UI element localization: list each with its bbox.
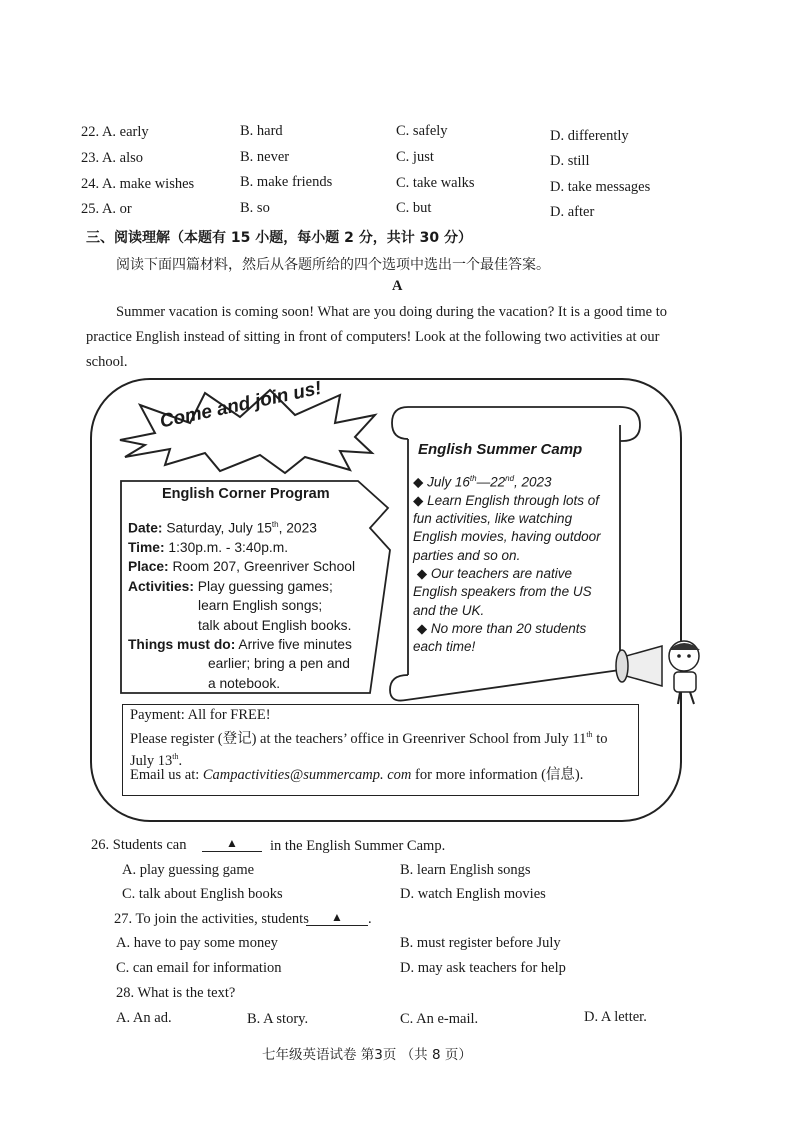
q26-stem: 26. Students can (91, 837, 187, 853)
q27-option-a: A. have to pay some money (116, 935, 278, 951)
email-address: Campactivities@summercamp. com (202, 767, 412, 783)
q22-option-d: D. differently (550, 128, 629, 144)
corner-date-row: Date: Saturday, July 15th, 2023 (128, 520, 317, 536)
q28-option-a: A. An ad. (116, 1010, 172, 1026)
q23-option-c: C. just (396, 149, 434, 165)
q23-option-b: B. never (240, 149, 290, 165)
q25-option-d: D. after (550, 204, 595, 220)
corner-title: English Corner Program (162, 486, 330, 502)
q27-tail: . (368, 911, 372, 927)
q27-option-c: C. can email for information (116, 960, 282, 976)
corner-activity-3: talk about English books. (198, 617, 352, 633)
corner-activities-row: Activities: Play guessing games; (128, 578, 333, 594)
camp-item-dates: ◆ July 16th—22nd, 2023 (413, 474, 552, 490)
page-footer: 七年级英语试卷 第3页 （共 8 页） (262, 1047, 472, 1063)
q25-option-c: C. but (396, 200, 432, 216)
q27-blank[interactable]: ▲ (306, 910, 368, 926)
corner-must-3: a notebook. (208, 675, 281, 691)
q24-option-a: 24. A. make wishes (81, 176, 195, 192)
q23-option-d: D. still (550, 153, 590, 169)
corner-must-2: earlier; bring a pen and (208, 656, 350, 672)
camp-item-teachers: ◆ Our teachers are native English speakers from the US and the UK. (413, 565, 592, 618)
q26-tail: in the English Summer Camp. (270, 838, 446, 854)
q26-blank[interactable]: ▲ (202, 836, 262, 852)
intro-line-1: Summer vacation is coming soon! What are you doing during the vacation? It is a good time to (116, 304, 668, 320)
q23-option-a: 23. A. also (81, 150, 144, 166)
q25-option-a: 25. A. or (81, 201, 132, 217)
intro-line-3: school. (86, 354, 128, 370)
q24-option-b: B. make friends (240, 174, 333, 190)
section-instruction: 阅读下面四篇材料，然后从各题所给的四个选项中选出一个最佳答案。 (116, 257, 550, 273)
camp-list (413, 470, 613, 656)
q26-option-d: D. watch English movies (400, 886, 546, 902)
section-heading: 三、阅读理解（本题有 15 小题，每小题 2 分，共计 30 分） (86, 230, 472, 246)
q26-option-c: C. talk about English books (122, 886, 283, 902)
q25-option-b: B. so (240, 200, 270, 216)
passage-letter: A (392, 278, 403, 294)
megaphone-kid-illustration (614, 628, 710, 708)
q28-option-b: B. A story. (247, 1011, 309, 1027)
q28-option-d: D. A letter. (584, 1009, 647, 1025)
q28-option-c: C. An e-mail. (400, 1011, 479, 1027)
q24-option-d: D. take messages (550, 179, 651, 195)
corner-details (128, 515, 355, 693)
camp-item-activities: ◆ Learn English through lots of fun activities, like watching English movies, having outdoor parties and so on. (413, 492, 601, 563)
corner-must-row: Things must do: Arrive five minutes (128, 637, 352, 653)
email-row: Email us at: Campactivities@summercamp. com for more information (信息). (130, 767, 584, 783)
burst-text: Come and join us! (158, 377, 324, 433)
q27-stem: 27. To join the activities, students (114, 911, 309, 927)
q24-option-c: C. take walks (396, 175, 475, 191)
camp-title: English Summer Camp (418, 441, 583, 458)
q26-option-a: A. play guessing game (122, 862, 255, 878)
q27-option-b: B. must register before July (400, 935, 561, 951)
q27-option-d: D. may ask teachers for help (400, 960, 566, 976)
q22-option-c: C. safely (396, 123, 448, 139)
register-text: Please register (登记) at the teachers’ office in Greenriver School from July 11th to July 13th. (130, 730, 608, 769)
q26-option-b: B. learn English songs (400, 862, 531, 878)
q22-option-a: 22. A. early (81, 124, 149, 140)
corner-time-row: Time: 1:30p.m. - 3:40p.m. (128, 540, 289, 555)
payment-text: Payment: All for FREE! (130, 707, 271, 723)
q28-stem: 28. What is the text? (116, 985, 236, 1001)
intro-line-2: practice English instead of sitting in front of computers! Look at the following two activities at our (86, 329, 660, 345)
q22-option-b: B. hard (240, 123, 283, 139)
camp-item-limit: ◆ No more than 20 students each time! (413, 620, 587, 655)
corner-place-row: Place: Room 207, Greenriver School (128, 559, 356, 575)
corner-activity-2: learn English songs; (198, 598, 323, 614)
